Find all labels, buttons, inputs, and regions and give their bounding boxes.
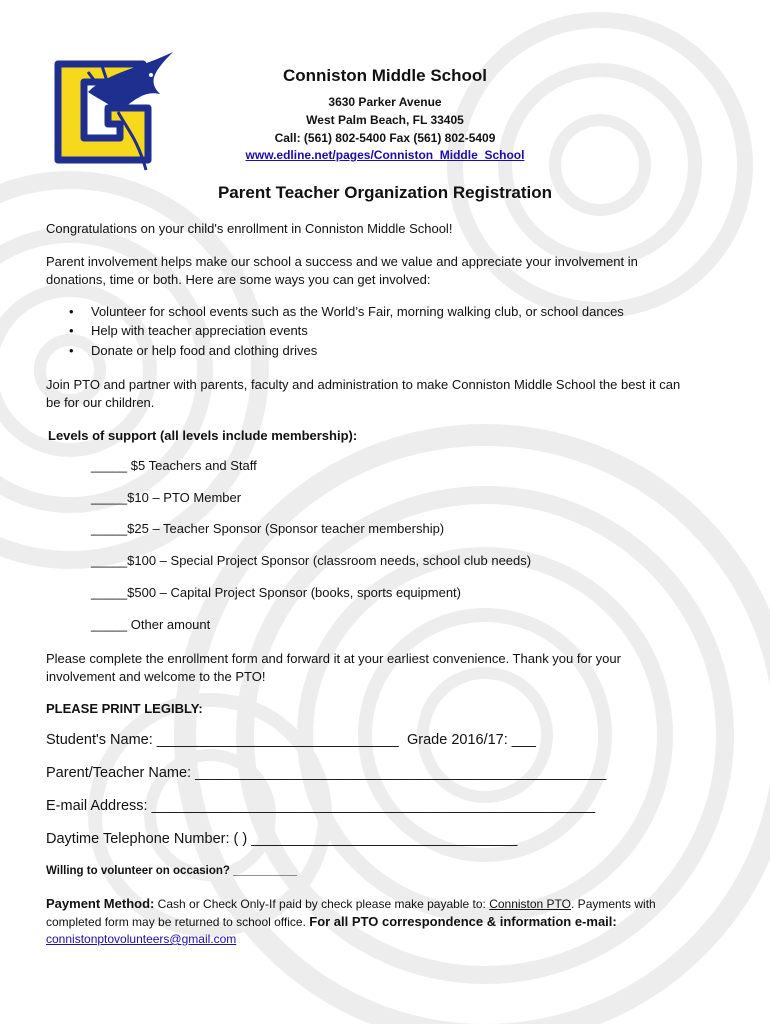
join-line-1: Join PTO and partner with parents, faculty and administration to make Conniston Middle School the best it can xyxy=(46,377,681,392)
list-item: • Donate or help food and clothing drives xyxy=(91,343,317,358)
levels-heading: Levels of support (all levels include membership): xyxy=(48,428,358,443)
involvement-line-2: donations, time or both. Here are some ways you can get involved: xyxy=(46,272,431,287)
website-link[interactable]: www.edline.net/pages/Conniston_Middle_School xyxy=(245,148,525,162)
level-option[interactable]: _____ Other amount xyxy=(91,617,211,632)
complete-line-2: involvement and welcome to the PTO! xyxy=(46,669,266,684)
complete-line-1: Please complete the enrollment form and forward it at your earliest convenience. Thank you for your xyxy=(46,651,621,666)
payment-text-end: . Payments with xyxy=(571,897,656,911)
school-name: Conniston Middle School xyxy=(283,66,487,85)
daytime-phone-field[interactable]: Daytime Telephone Number: ( ) _________________________________ xyxy=(46,831,518,847)
address-city: West Palm Beach, FL 33405 xyxy=(306,113,464,127)
list-item: • Volunteer for school events such as the World’s Fair, morning walking club, or school dances xyxy=(91,304,624,319)
student-name-field[interactable]: Student's Name: ______________________________ xyxy=(46,732,399,748)
payment-text: Cash or Check Only-If paid by check please make payable to: xyxy=(154,897,490,911)
payment-line-2 xyxy=(46,914,617,929)
website-link-wrapper xyxy=(0,148,770,162)
page-title: Parent Teacher Organization Registration xyxy=(217,183,553,202)
contact-email-link[interactable]: connistonptovolunteers@gmail.com xyxy=(46,932,237,946)
join-line-2: be for our children. xyxy=(46,395,155,410)
email-address-field[interactable]: E-mail Address: _______________________________________________________ xyxy=(46,798,596,814)
correspondence-text: For all PTO correspondence & information e-mail: xyxy=(309,914,617,929)
print-legibly-heading: PLEASE PRINT LEGIBLY: xyxy=(46,701,203,716)
list-item: • Help with teacher appreciation events xyxy=(91,323,308,338)
level-option[interactable]: _____$100 – Special Project Sponsor (classroom needs, school club needs) xyxy=(91,553,532,568)
level-option[interactable]: _____$10 – PTO Member xyxy=(91,490,242,505)
level-option[interactable]: _____$500 – Capital Project Sponsor (books, sports equipment) xyxy=(91,585,461,600)
intro-text: Congratulations on your child's enrollment in Conniston Middle School! xyxy=(46,221,453,236)
contact-email-wrapper xyxy=(46,932,236,946)
level-option[interactable]: _____$25 – Teacher Sponsor (Sponsor teacher membership) xyxy=(91,521,445,536)
grade-field[interactable]: Grade 2016/17: ___ xyxy=(407,732,536,748)
level-option[interactable]: _____ $5 Teachers and Staff xyxy=(91,458,257,473)
payment-label: Payment Method: xyxy=(46,896,155,911)
address-street: 3630 Parker Avenue xyxy=(328,95,442,109)
involvement-line-1: Parent involvement helps make our school a success and we value and appreciate your involvement in xyxy=(46,254,638,269)
contact-phone: Call: (561) 802-5400 Fax (561) 802-5409 xyxy=(274,131,496,145)
parent-teacher-name-field[interactable]: Parent/Teacher Name: ___________________________________________________ xyxy=(46,765,607,781)
payee-name: Conniston PTO xyxy=(489,897,572,911)
payment-return-text: completed form may be returned to school office. xyxy=(46,915,310,929)
volunteer-field[interactable]: Willing to volunteer on occasion? __________ xyxy=(46,865,298,877)
payment-line-1 xyxy=(46,896,656,911)
